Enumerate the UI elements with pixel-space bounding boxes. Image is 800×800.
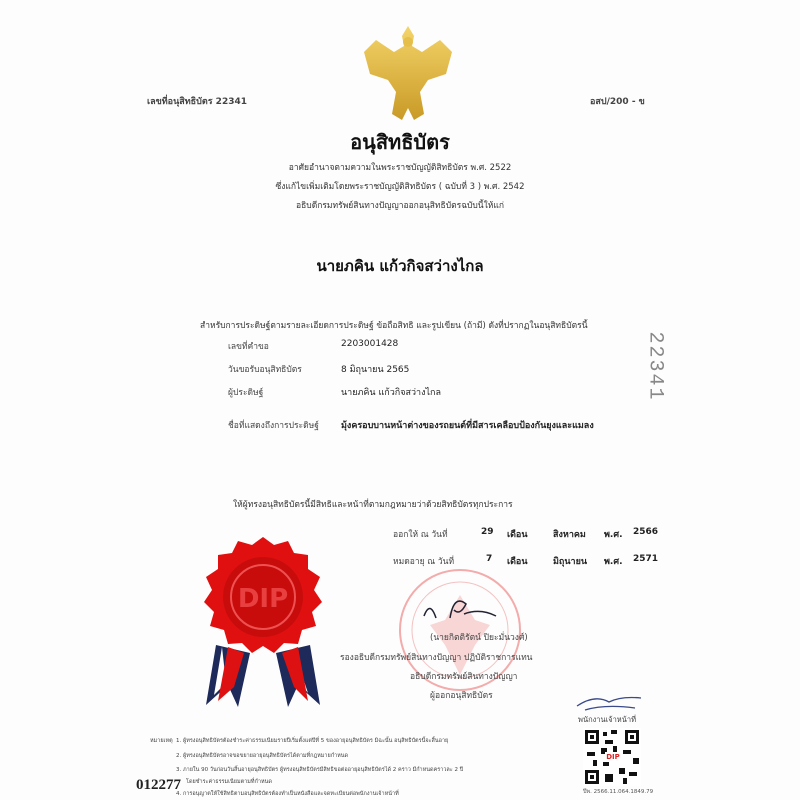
red-wax-seal-icon [198, 535, 328, 710]
month-label: เดือน [507, 557, 528, 567]
scope-text: สำหรับการประดิษฐ์ตามรายละเอียดการประดิษฐ์ ข้อถือสิทธิ และรูปเขียน (ถ้ามี) ดังที่ปรากฏในอนุสิทธิบัตรนี้ [200, 321, 588, 331]
svg-text:DIP: DIP [606, 753, 620, 761]
field-label: ผู้ประดิษฐ์ [228, 388, 264, 398]
note-item: 3. ภายใน 90 วันก่อนวันสิ้นอายุอนุสิทธิบัตร ผู้ทรงอนุสิทธิบัตรมีสิทธิขอต่ออายุอนุสิทธิบัตรได้ 2 คราว มีกำหนดคราวละ 2 ปี [176, 767, 464, 773]
qr-caption: ปีพ. 2566.11.064.1849.79 [583, 789, 654, 795]
year-label: พ.ศ. [604, 557, 623, 567]
date-label: หมดอายุ ณ วันที่ [393, 557, 455, 567]
date-year: 2571 [633, 554, 659, 564]
officer-label: พนักงานเจ้าหน้าที่ [578, 715, 637, 724]
document-title: อนุสิทธิบัตร [350, 130, 450, 154]
notes-label: หมายเหตุ [150, 738, 173, 744]
filing-date: 8 มิถุนายน 2565 [341, 365, 410, 375]
note-item: 1. ผู้ทรงอนุสิทธิบัตรต้องชำระค่าธรรมเนียมรายปีเริ่มตั้งแต่ปีที่ 5 ของอายุอนุสิทธิบัตร มิฉะนั้น อนุสิทธิบัตรนี้จะสิ้นอายุ [176, 738, 449, 744]
signature-icon [420, 590, 500, 626]
holder-name: นายภคิน แก้วกิจสว่างไกล [316, 257, 484, 275]
signatory-position: รองอธิบดีกรมทรัพย์สินทางปัญญา ปฏิบัติราชการแทน [340, 653, 533, 663]
signatory-role: ผู้ออกอนุสิทธิบัตร [430, 691, 493, 701]
officer-signature-icon [575, 690, 645, 712]
field-label: วันขอรับอนุสิทธิบัตร [228, 365, 302, 375]
date-month: สิงหาคม [553, 530, 586, 540]
date-day: 7 [486, 554, 493, 564]
form-code: อสป/200 - ข [590, 97, 645, 107]
note-item: 4. การอนุญาตให้ใช้สิทธิตามอนุสิทธิบัตรต้องทำเป็นหนังสือและจดทะเบียนต่อพนักงานเจ้าหน้าที่ [176, 791, 399, 797]
preamble-line: ซึ่งแก้ไขเพิ่มเติมโดยพระราชบัญญัติสิทธิบัตร ( ฉบับที่ 3 ) พ.ศ. 2542 [275, 182, 525, 192]
preamble-line: อาศัยอำนาจตามความในพระราชบัญญัติสิทธิบัตร พ.ศ. 2522 [288, 163, 512, 173]
preamble-line: อธิบดีกรมทรัพย์สินทางปัญญาออกอนุสิทธิบัตรฉบับนี้ให้แก่ [296, 201, 504, 211]
date-month: มิถุนายน [553, 557, 588, 567]
invention-label: ชื่อที่แสดงถึงการประดิษฐ์ [228, 421, 319, 431]
signatory-name: (นายกิตติรัตน์ ปิยะมั่นวงศ์) [430, 633, 528, 643]
year-label: พ.ศ. [604, 530, 623, 540]
qr-code-icon[interactable] [583, 728, 641, 786]
garuda-emblem-icon [362, 22, 454, 122]
rights-text: ให้ผู้ทรงอนุสิทธิบัตรนี้มีสิทธิและหน้าที่ตามกฎหมายว่าด้วยสิทธิบัตรทุกประการ [233, 500, 513, 510]
inventor: นายภคิน แก้วกิจสว่างไกล [341, 388, 441, 398]
serial-number: 012277 [136, 777, 181, 793]
certificate-number: เลขที่อนุสิทธิบัตร 22341 [147, 97, 247, 107]
note-item: 2. ผู้ทรงอนุสิทธิบัตรอาจขอขยายอายุอนุสิทธิบัตรได้ตามที่กฎหมายกำหนด [176, 753, 349, 759]
note-item: โดยชำระค่าธรรมเนียมตามที่กำหนด [186, 779, 272, 785]
application-number: 2203001428 [341, 339, 399, 349]
month-label: เดือน [507, 530, 528, 540]
field-label: เลขที่คำขอ [228, 342, 269, 352]
invention-title: มุ้งครอบบานหน้าต่างของรถยนต์ที่มีสารเคลือบป้องกันยุงและแมลง [341, 421, 594, 431]
date-year: 2566 [633, 527, 659, 537]
date-day: 29 [481, 527, 494, 537]
side-number: 22341 [643, 331, 667, 402]
signatory-position2: อธิบดีกรมทรัพย์สินทางปัญญา [410, 672, 518, 682]
date-label: ออกให้ ณ วันที่ [393, 530, 448, 540]
seal-logo-text: DIP [237, 584, 289, 614]
